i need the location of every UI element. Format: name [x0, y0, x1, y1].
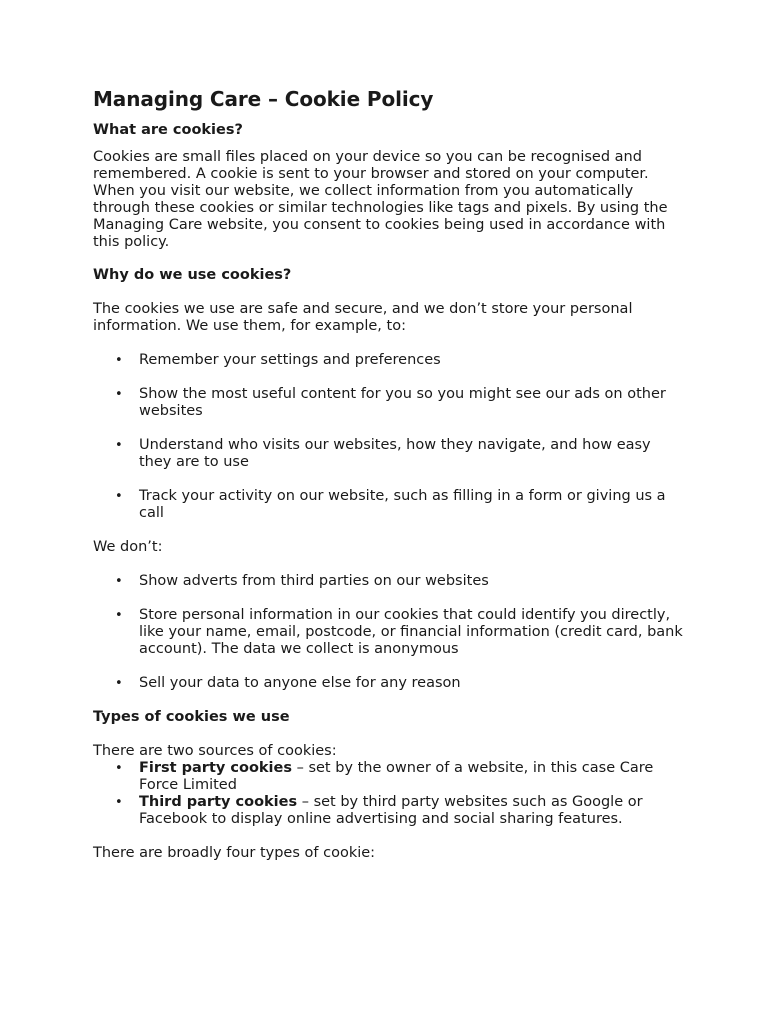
list-item: • Understand who visits our websites, how they navigate, and how easy they are to use — [115, 437, 651, 470]
list-item: • Third party cookies – set by third party websites such as Google or Facebook to display online advertising and social sharing features. — [115, 794, 643, 827]
list-item: • Remember your settings and preferences — [115, 352, 441, 368]
paragraph-cookies-consent: When you visit our website, we collect information from you automatically through these cookies or similar technologies like tags and pixels. By using the Managing Care website, you consent to cookies being used in accordance with this policy. — [93, 183, 668, 250]
list-we-dont — [93, 573, 683, 692]
paragraph-four-types: There are broadly four types of cookie: — [93, 845, 376, 861]
bullet-icon: • — [115, 574, 123, 589]
paragraph-why-intro: The cookies we use are safe and secure, and we don’t store your personal information. We use them, for example, to: — [93, 301, 633, 334]
list-item: • Show the most useful content for you so you might see our ads on other websites — [115, 386, 666, 419]
bullet-icon: • — [115, 438, 123, 453]
bullet-icon: • — [115, 676, 123, 691]
bullet-icon: • — [115, 489, 123, 504]
paragraph-sources-intro: There are two sources of cookies: — [93, 743, 337, 759]
page-title: Managing Care – Cookie Policy — [93, 87, 434, 111]
paragraph-we-dont: We don’t: — [93, 539, 163, 555]
bullet-icon: • — [115, 761, 123, 776]
bullet-icon: • — [115, 795, 123, 810]
heading-what-are-cookies: What are cookies? — [93, 122, 243, 138]
bullet-icon: • — [115, 387, 123, 402]
list-item: • First party cookies – set by the owner of a website, in this case Care Force Limited — [115, 760, 654, 793]
heading-types-of-cookies: Types of cookies we use — [93, 709, 290, 725]
paragraph-cookies-definition: Cookies are small files placed on your device so you can be recognised and remembered. A cookie is sent to your browser and stored on your computer. — [93, 149, 649, 182]
list-item: • Store personal information in our cookies that could identify you directly, like your name, email, postcode, or financial information (credit card, bank account). The data we collect is anonymous — [115, 607, 683, 657]
list-cookie-sources — [93, 760, 683, 828]
bullet-icon: • — [115, 608, 123, 623]
term-third-party: Third party cookies — [139, 794, 298, 810]
list-item: • Track your activity on our website, such as filling in a form or giving us a call — [115, 488, 666, 521]
document-page — [93, 86, 683, 862]
list-cookie-uses — [93, 352, 683, 522]
list-item: • Show adverts from third parties on our websites — [115, 573, 489, 589]
bullet-icon: • — [115, 353, 123, 368]
list-item: • Sell your data to anyone else for any reason — [115, 675, 461, 691]
term-first-party: First party cookies — [139, 760, 292, 776]
heading-why-use-cookies: Why do we use cookies? — [93, 267, 292, 283]
